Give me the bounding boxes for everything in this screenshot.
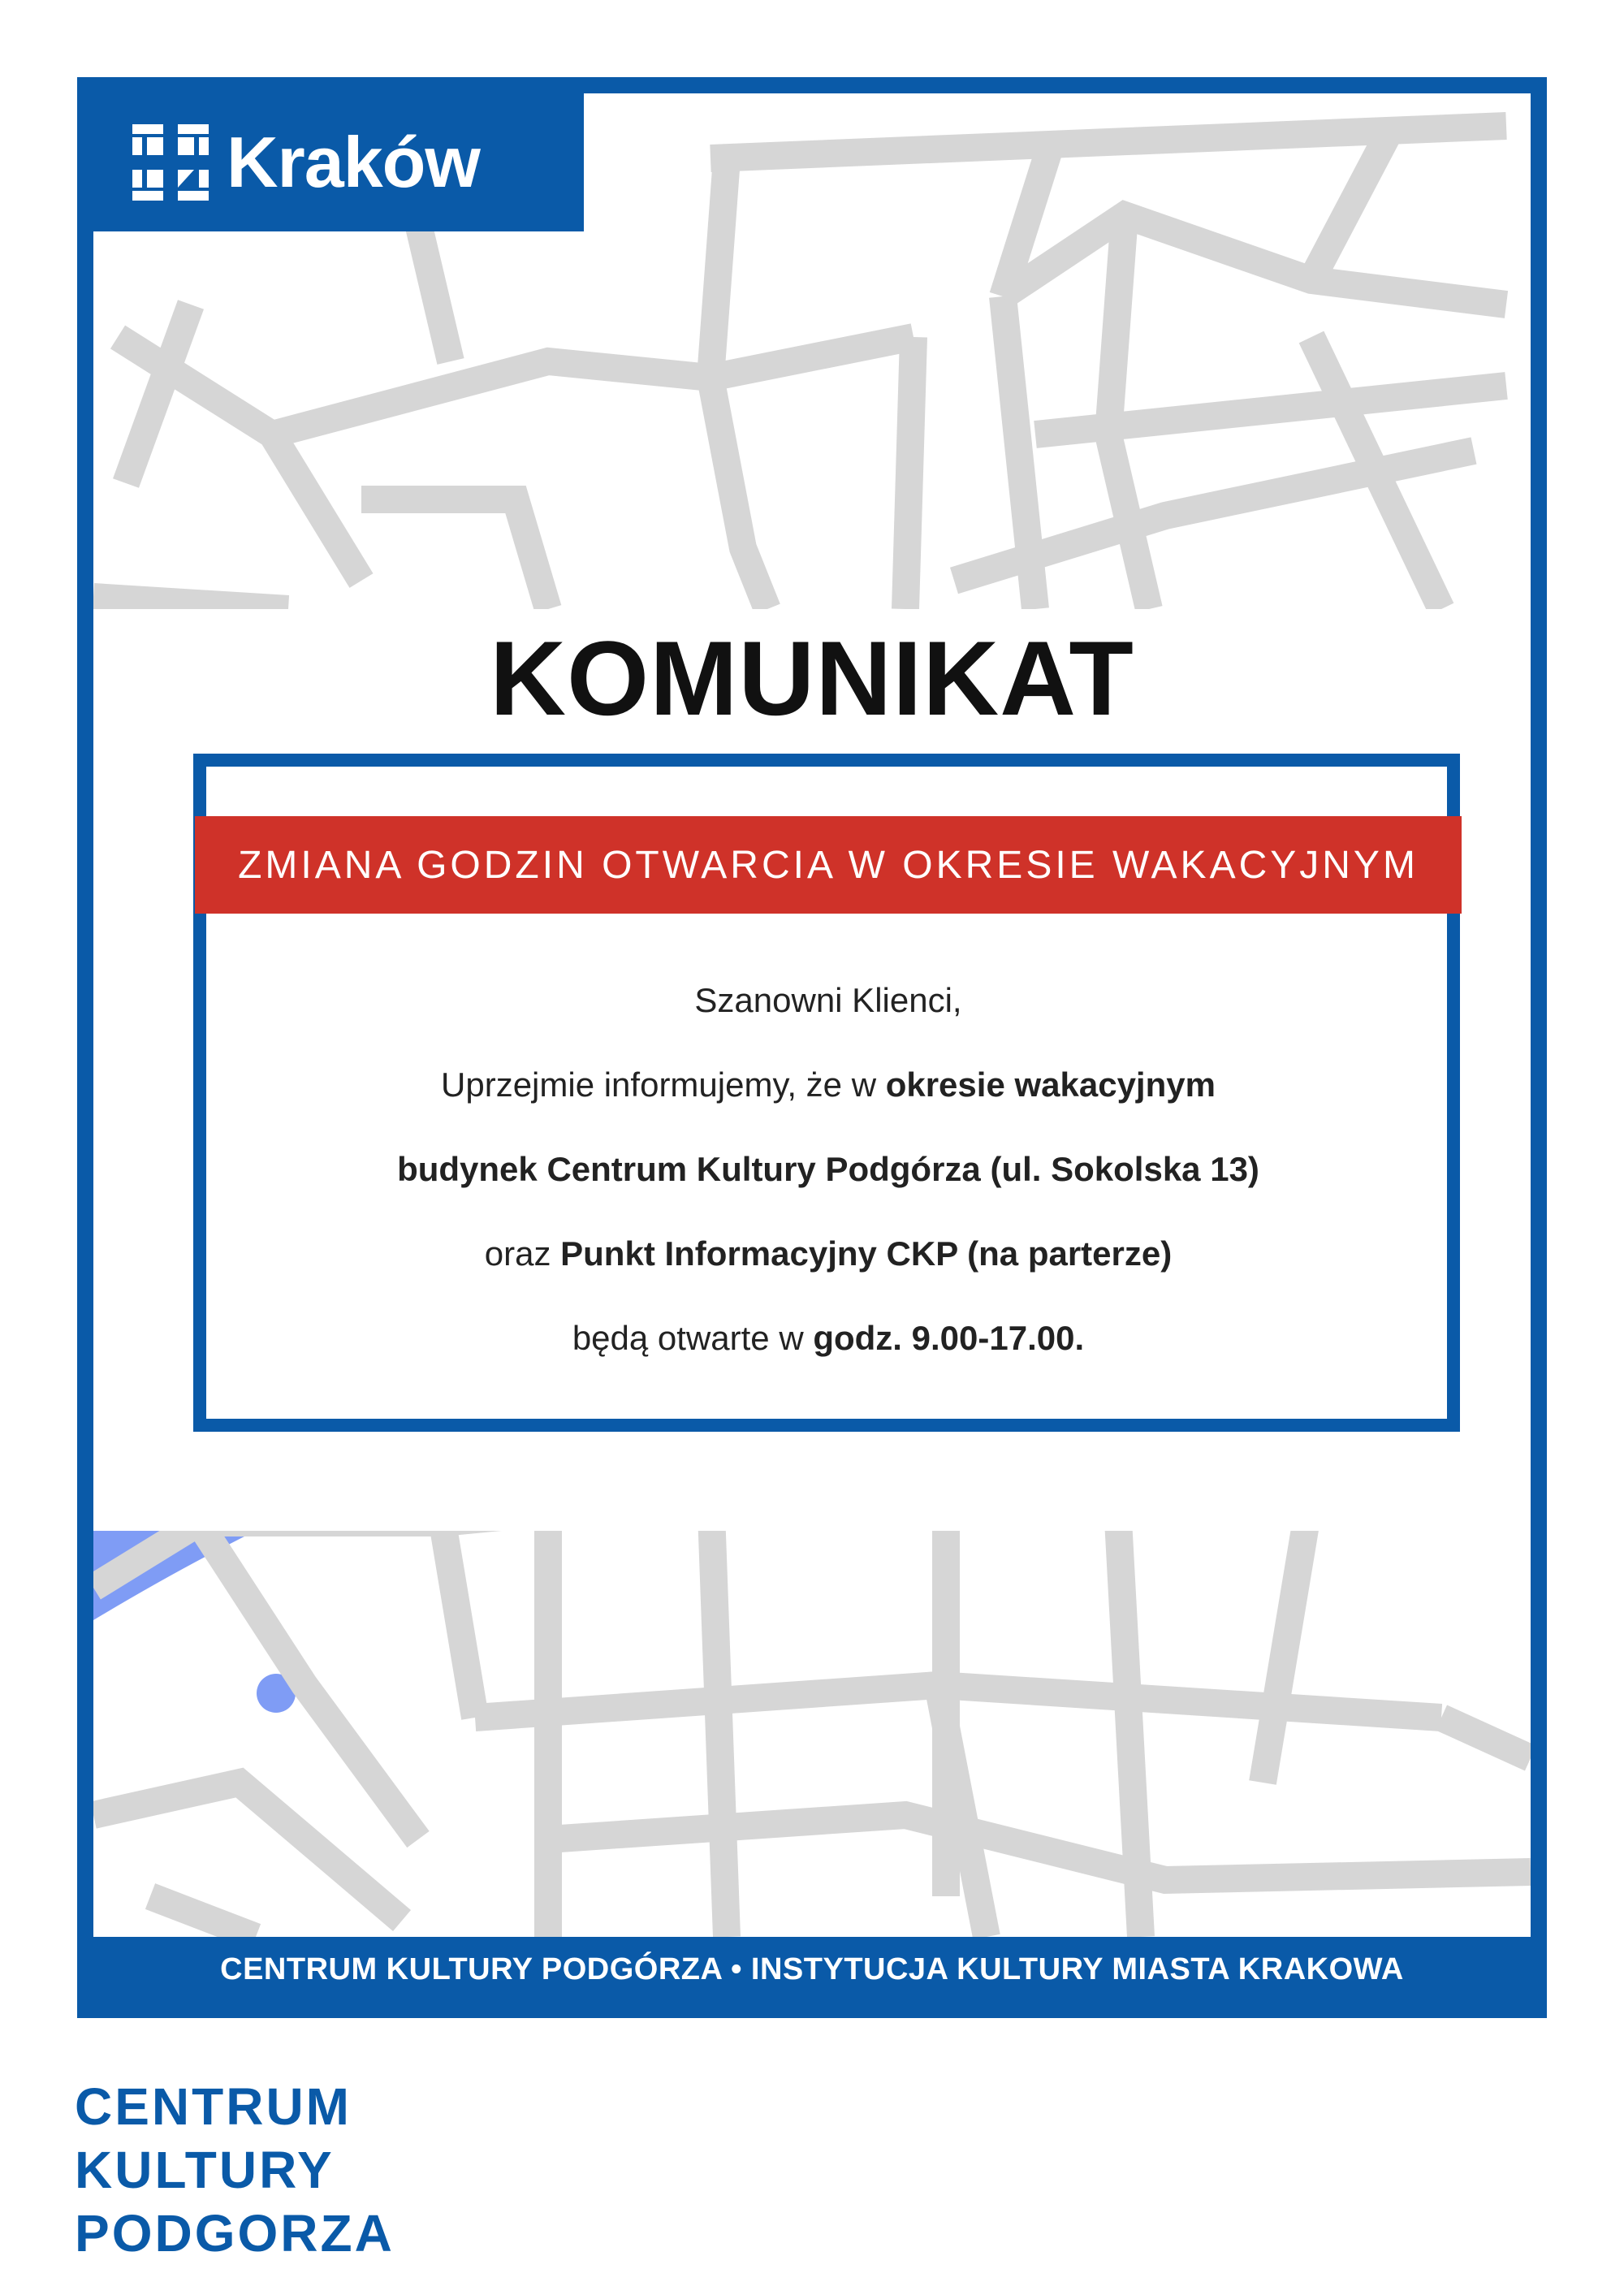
poster-frame: [77, 77, 1547, 2018]
ckp-logo-line-2: KULTURY: [75, 2141, 335, 2199]
body-line-3: [195, 1232, 1462, 1316]
ckp-logo-line-3: PODGORZA: [75, 2204, 395, 2263]
body-line-3-regular: oraz: [484, 1234, 551, 1273]
body-line-4-bold: godz. 9.00-17.00.: [813, 1319, 1085, 1357]
greeting: Szanowni Klienci,: [694, 981, 962, 1019]
ckp-logo: [75, 2075, 395, 2265]
body-line-1-regular: Uprzejmie informujemy, że w: [441, 1065, 877, 1104]
body-line-1: [195, 1063, 1462, 1148]
body-line-2-bold: budynek Centrum Kultury Podgórza (ul. Sokolska 13): [397, 1150, 1259, 1188]
krakow-brand: [93, 93, 584, 231]
notice-body: [195, 979, 1462, 1401]
notice-ribbon: ZMIANA GODZIN OTWARCIA W OKRESIE WAKACYJNYM: [195, 816, 1462, 914]
headline: KOMUNIKAT: [490, 619, 1134, 737]
body-line-4-regular: będą otwarte w: [572, 1319, 804, 1357]
body-line-4: [195, 1316, 1462, 1401]
brand-name: Kraków: [227, 122, 480, 202]
ckp-logo-line-1: CENTRUM: [75, 2077, 352, 2136]
krakow-logo-icon: [132, 124, 209, 201]
body-line-2: [195, 1148, 1462, 1232]
body-line-3-bold: Punkt Informacyjny CKP (na parterze): [560, 1234, 1173, 1273]
footer-band: CENTRUM KULTURY PODGÓRZA • INSTYTUCJA KULTURY MIASTA KRAKOWA: [93, 1937, 1531, 2002]
body-line-1-bold: okresie wakacyjnym: [885, 1065, 1216, 1104]
